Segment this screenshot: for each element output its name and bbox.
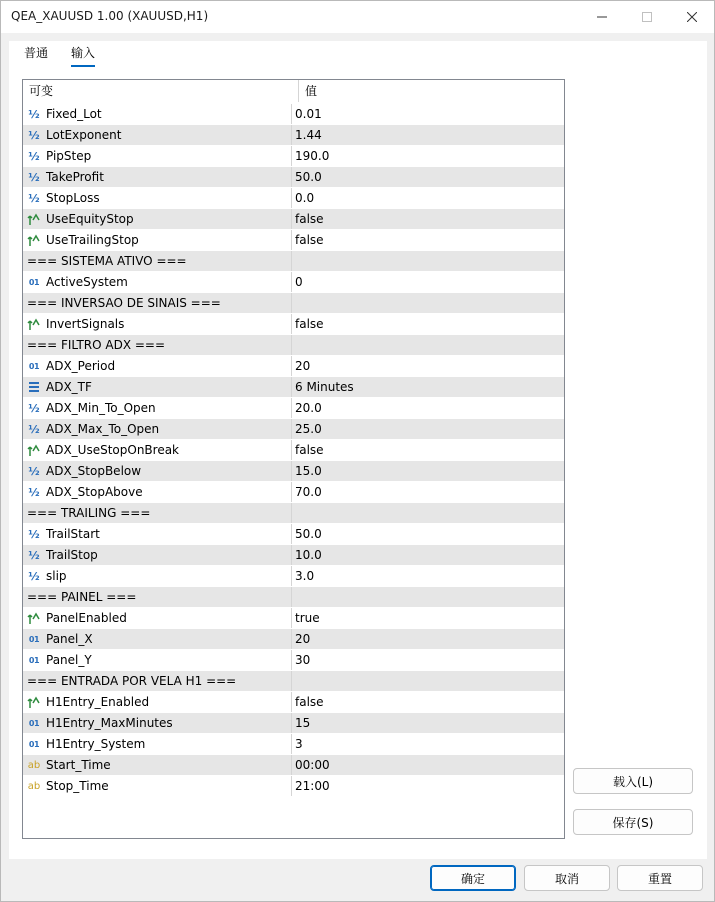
parameter-name-cell: [23, 251, 292, 271]
parameter-value-cell[interactable]: [292, 734, 564, 754]
parameter-value-cell[interactable]: [292, 188, 564, 208]
parameter-value-cell[interactable]: [292, 440, 564, 460]
parameter-name: ADX_StopAbove: [46, 485, 143, 499]
parameter-value-cell[interactable]: [292, 671, 564, 691]
parameter-name-cell: [23, 545, 292, 565]
double-type-icon: ½: [28, 485, 40, 499]
parameter-name-cell: [23, 734, 292, 754]
minimize-button[interactable]: [579, 1, 625, 33]
table-row[interactable]: [23, 104, 564, 125]
table-row[interactable]: [23, 167, 564, 188]
parameter-value: true: [295, 611, 320, 625]
table-row[interactable]: [23, 230, 564, 251]
parameter-name: Start_Time: [46, 758, 111, 772]
parameter-name: TrailStop: [46, 548, 98, 562]
parameter-value-cell[interactable]: [292, 356, 564, 376]
parameter-name-cell: [23, 230, 292, 250]
parameter-value-cell[interactable]: [292, 104, 564, 124]
parameter-name-cell: [23, 293, 292, 313]
parameter-value: 20: [295, 632, 311, 646]
table-row[interactable]: [23, 608, 564, 629]
table-row[interactable]: [23, 629, 564, 650]
parameter-name: UseTrailingStop: [46, 233, 139, 247]
parameter-name-cell: [23, 524, 292, 544]
parameter-value: 50.0: [295, 527, 322, 541]
parameter-value-cell[interactable]: [292, 398, 564, 418]
table-row[interactable]: [23, 650, 564, 671]
table-row[interactable]: [23, 587, 564, 608]
parameter-value-cell[interactable]: [292, 650, 564, 670]
table-row[interactable]: [23, 524, 564, 545]
table-row[interactable]: [23, 713, 564, 734]
parameter-value: 0: [295, 275, 303, 289]
string-type-icon: ab: [27, 759, 41, 771]
integer-type-icon: 01: [28, 655, 40, 665]
parameter-name: ADX_TF: [46, 380, 92, 394]
tab-general[interactable]: 普通: [24, 46, 49, 60]
parameter-name-cell: [23, 335, 292, 355]
parameter-value: 0.0: [295, 191, 315, 205]
parameter-value-cell[interactable]: [292, 146, 564, 166]
parameter-name-cell: [23, 146, 292, 166]
parameter-name-cell: [23, 104, 292, 124]
parameter-value-cell[interactable]: [292, 503, 564, 523]
parameter-value-cell[interactable]: [292, 776, 564, 796]
parameter-name: ADX_UseStopOnBreak: [46, 443, 180, 457]
parameter-value: 3.0: [295, 569, 315, 583]
double-type-icon: ½: [28, 107, 40, 121]
parameter-value: false: [295, 695, 324, 709]
double-type-icon: ½: [28, 464, 40, 478]
double-type-icon: ½: [28, 401, 40, 415]
parameter-name-cell: [23, 776, 292, 796]
table-row[interactable]: [23, 251, 564, 272]
parameter-name: === INVERSAO DE SINAIS ===: [27, 296, 221, 310]
parameter-name: TakeProfit: [46, 170, 104, 184]
parameter-value-cell[interactable]: [292, 545, 564, 565]
double-type-icon: ½: [28, 422, 40, 436]
maximize-button[interactable]: [624, 1, 670, 33]
double-type-icon: ½: [28, 191, 40, 205]
boolean-type-icon: [27, 611, 41, 625]
parameter-value-cell[interactable]: [292, 629, 564, 649]
table-row[interactable]: [23, 545, 564, 566]
parameter-value-cell[interactable]: [292, 755, 564, 775]
maximize-icon: [642, 12, 652, 22]
parameter-name: ADX_Min_To_Open: [46, 401, 156, 415]
table-row[interactable]: [23, 671, 564, 692]
parameter-name-cell: [23, 713, 292, 733]
parameter-name-cell: [23, 419, 292, 439]
parameter-value-cell[interactable]: [292, 524, 564, 544]
parameter-value: 15.0: [295, 464, 322, 478]
parameter-value: 00:00: [295, 758, 330, 772]
parameter-value-cell[interactable]: [292, 419, 564, 439]
parameter-value-cell[interactable]: [292, 482, 564, 502]
parameter-value: 30: [295, 653, 311, 667]
parameter-value: 0.01: [295, 107, 322, 121]
double-type-icon: ½: [28, 548, 40, 562]
table-row[interactable]: [23, 209, 564, 230]
minimize-icon: [597, 12, 607, 22]
parameter-value-cell[interactable]: [292, 272, 564, 292]
parameter-name-cell: [23, 608, 292, 628]
table-row[interactable]: [23, 356, 564, 377]
boolean-type-icon: [27, 317, 41, 331]
double-type-icon: ½: [28, 149, 40, 163]
parameter-value: false: [295, 443, 324, 457]
parameter-name: H1Entry_Enabled: [46, 695, 150, 709]
parameter-value: 15: [295, 716, 311, 730]
double-type-icon: ½: [28, 527, 40, 541]
parameter-name: Fixed_Lot: [46, 107, 102, 121]
parameter-value-cell[interactable]: [292, 251, 564, 271]
integer-type-icon: 01: [28, 361, 40, 371]
parameter-value-cell[interactable]: [292, 587, 564, 607]
parameter-value: 6 Minutes: [295, 380, 354, 394]
parameter-name-cell: [23, 440, 292, 460]
parameter-value: 3: [295, 737, 303, 751]
parameter-value-cell[interactable]: [292, 713, 564, 733]
parameter-name: PanelEnabled: [46, 611, 127, 625]
parameter-value: 50.0: [295, 170, 322, 184]
column-header-value[interactable]: 值: [305, 84, 318, 98]
parameter-name: === SISTEMA ATIVO ===: [27, 254, 187, 268]
parameter-value-cell[interactable]: [292, 314, 564, 334]
parameter-name-cell: [23, 650, 292, 670]
close-button[interactable]: [669, 1, 715, 33]
parameter-value: false: [295, 317, 324, 331]
parameter-name: Stop_Time: [46, 779, 109, 793]
parameter-value: 20.0: [295, 401, 322, 415]
parameter-value: 25.0: [295, 422, 322, 436]
table-row[interactable]: [23, 314, 564, 335]
parameter-name-cell: [23, 482, 292, 502]
table-row[interactable]: [23, 692, 564, 713]
parameter-name-cell: [23, 566, 292, 586]
table-row[interactable]: [23, 566, 564, 587]
parameter-name-cell: [23, 629, 292, 649]
parameter-name-cell: [23, 692, 292, 712]
parameter-name: === TRAILING ===: [27, 506, 151, 520]
table-row[interactable]: [23, 293, 564, 314]
table-row[interactable]: [23, 188, 564, 209]
parameter-name: === ENTRADA POR VELA H1 ===: [27, 674, 237, 688]
parameter-value-cell[interactable]: [292, 335, 564, 355]
parameter-name: slip: [46, 569, 67, 583]
parameter-value-cell[interactable]: [292, 293, 564, 313]
parameter-value-cell[interactable]: [292, 125, 564, 145]
string-type-icon: ab: [27, 780, 41, 792]
parameter-name: H1Entry_System: [46, 737, 146, 751]
parameter-name: H1Entry_MaxMinutes: [46, 716, 173, 730]
parameter-value: 10.0: [295, 548, 322, 562]
parameter-name: ADX_Max_To_Open: [46, 422, 160, 436]
table-row[interactable]: [23, 398, 564, 419]
parameter-value-cell[interactable]: [292, 566, 564, 586]
parameter-name-cell: [23, 461, 292, 481]
table-row[interactable]: [23, 482, 564, 503]
parameter-name-cell: [23, 356, 292, 376]
grid-rows: [23, 104, 564, 797]
parameter-value-cell[interactable]: [292, 608, 564, 628]
parameter-value-cell[interactable]: [292, 167, 564, 187]
parameter-name: Panel_X: [46, 632, 93, 646]
parameter-value: 1.44: [295, 128, 322, 142]
ok-button[interactable]: 确定: [430, 865, 516, 891]
table-row[interactable]: [23, 755, 564, 776]
table-row[interactable]: [23, 734, 564, 755]
parameter-name: InvertSignals: [46, 317, 125, 331]
parameter-name: ADX_StopBelow: [46, 464, 142, 478]
reset-button[interactable]: 重置: [617, 865, 703, 891]
table-row[interactable]: [23, 503, 564, 524]
parameter-name: PipStep: [46, 149, 92, 163]
table-row[interactable]: [23, 419, 564, 440]
parameter-value-cell[interactable]: [292, 230, 564, 250]
parameter-name: === PAINEL ===: [27, 590, 137, 604]
double-type-icon: ½: [28, 170, 40, 184]
parameter-name: ActiveSystem: [46, 275, 128, 289]
parameter-value: 21:00: [295, 779, 330, 793]
inputs-grid[interactable]: [22, 79, 565, 839]
parameter-value-cell[interactable]: [292, 377, 564, 397]
parameter-name-cell: [23, 377, 292, 397]
table-row[interactable]: [23, 335, 564, 356]
table-row[interactable]: [23, 776, 564, 797]
parameter-name-cell: [23, 272, 292, 292]
table-row[interactable]: [23, 146, 564, 167]
parameter-value: 20: [295, 359, 311, 373]
boolean-type-icon: [27, 695, 41, 709]
double-type-icon: ½: [28, 569, 40, 583]
boolean-type-icon: [27, 212, 41, 226]
parameter-value: false: [295, 233, 324, 247]
column-header-variable[interactable]: 可变: [23, 80, 299, 102]
integer-type-icon: 01: [28, 739, 40, 749]
parameter-name-cell: [23, 755, 292, 775]
integer-type-icon: 01: [28, 718, 40, 728]
parameter-name-cell: [23, 671, 292, 691]
parameter-name-cell: [23, 167, 292, 187]
double-type-icon: ½: [28, 128, 40, 142]
table-row[interactable]: [23, 272, 564, 293]
parameter-name: === FILTRO ADX ===: [27, 338, 166, 352]
parameter-name-cell: [23, 188, 292, 208]
parameter-value-cell[interactable]: [292, 209, 564, 229]
title-bar: [1, 1, 714, 33]
parameter-name: Panel_Y: [46, 653, 92, 667]
tab-inputs[interactable]: 输入: [71, 44, 95, 67]
load-button[interactable]: 载入(L): [573, 768, 693, 794]
parameter-value-cell[interactable]: [292, 692, 564, 712]
parameter-value: 70.0: [295, 485, 322, 499]
parameter-name-cell: [23, 314, 292, 334]
table-row[interactable]: [23, 377, 564, 398]
parameter-name: StopLoss: [46, 191, 100, 205]
parameter-value: false: [295, 212, 324, 226]
parameter-name-cell: [23, 398, 292, 418]
parameter-name: LotExponent: [46, 128, 122, 142]
integer-type-icon: 01: [28, 277, 40, 287]
table-row[interactable]: [23, 461, 564, 482]
table-row[interactable]: [23, 125, 564, 146]
boolean-type-icon: [27, 233, 41, 247]
window-title: QEA_XAUUSD 1.00 (XAUUSD,H1): [11, 9, 209, 23]
table-row[interactable]: [23, 440, 564, 461]
enum-type-icon: [27, 380, 41, 394]
parameter-value-cell[interactable]: [292, 461, 564, 481]
cancel-button[interactable]: 取消: [524, 865, 610, 891]
boolean-type-icon: [27, 443, 41, 457]
parameter-name: UseEquityStop: [46, 212, 134, 226]
save-button[interactable]: 保存(S): [573, 809, 693, 835]
parameter-name: ADX_Period: [46, 359, 116, 373]
parameter-value: 190.0: [295, 149, 330, 163]
parameter-name-cell: [23, 503, 292, 523]
parameter-name-cell: [23, 209, 292, 229]
parameter-name: TrailStart: [46, 527, 100, 541]
parameter-name-cell: [23, 587, 292, 607]
parameter-name-cell: [23, 125, 292, 145]
integer-type-icon: 01: [28, 634, 40, 644]
grid-header: [23, 80, 564, 102]
close-icon: [687, 12, 697, 22]
